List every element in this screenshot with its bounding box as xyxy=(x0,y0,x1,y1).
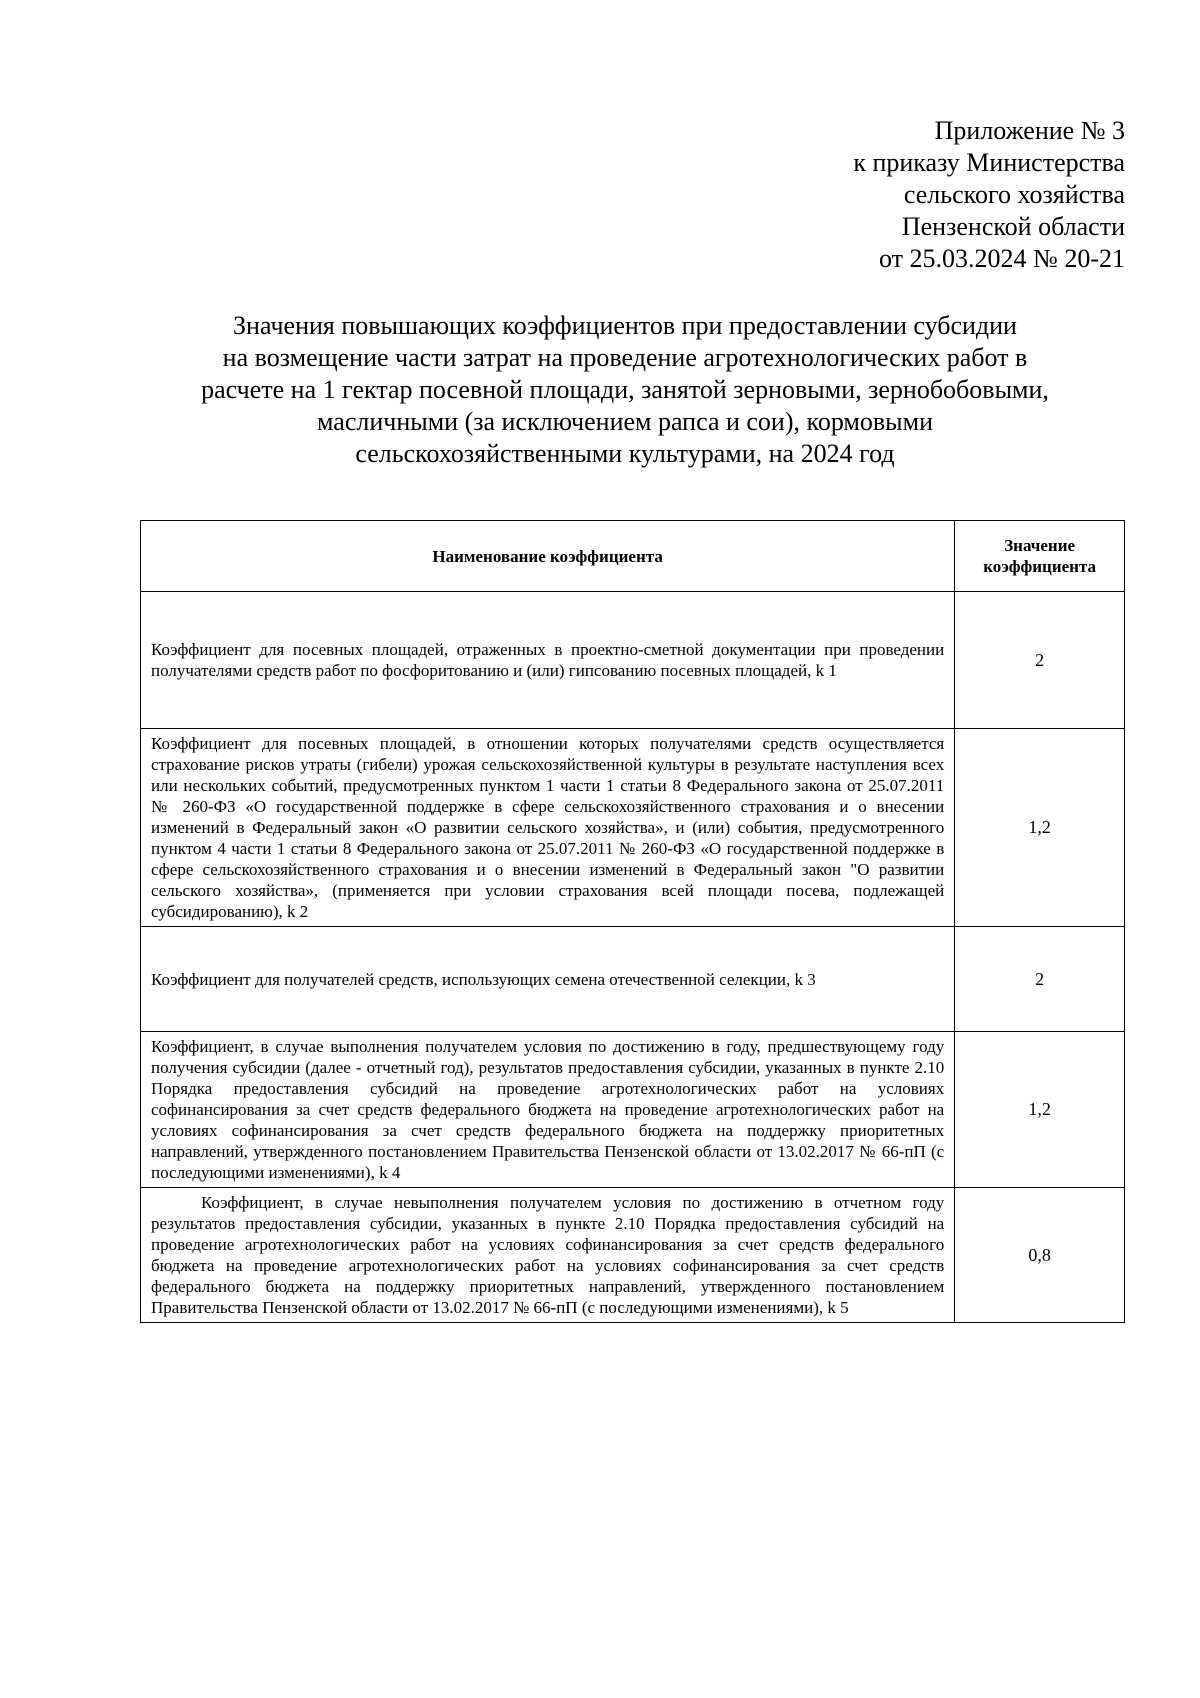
title-line-2: на возмещение части затрат на проведение агротехнологических работ в xyxy=(222,343,1028,372)
appendix-region: Пензенской области xyxy=(901,212,1125,241)
coefficients-table xyxy=(140,520,1125,1323)
table-row xyxy=(141,1188,1125,1323)
table-row xyxy=(141,592,1125,729)
coefficient-value: 0,8 xyxy=(955,1188,1125,1323)
table-row xyxy=(141,729,1125,927)
table-row xyxy=(141,1032,1125,1188)
appendix-ministry: сельского хозяйства xyxy=(903,180,1125,209)
coefficient-value: 1,2 xyxy=(955,729,1125,927)
coefficient-description: Коэффициент, в случае невыполнения получателем условия по достижению в отчетном году результатов предоставления субсидии, указанных в пункте 2.10 Порядка предоставления субсидий на проведение агротехнологических работ на условиях софинансирования за счет средств федерального бюджета на проведение агротехнологических работ на условиях софинансирования за счет средств федерального бюджета на поддержку приоритетных направлений, утвержденного постановлением Правительства Пензенской области от 13.02.2017 № 66-пП (с последующими изменениями), k 5 xyxy=(141,1188,955,1323)
coefficient-description: Коэффициент, в случае выполнения получателем условия по достижению в году, предшествующему году получения субсидии (далее - отчетный год), результатов предоставления субсидии, указанных в пункте 2.10 Порядка предоставления субсидий на проведение агротехнологических работ на условиях софинансирования за счет средств федерального бюджета на проведение агротехнологических работ на условиях софинансирования за счет средств федерального бюджета на поддержку приоритетных направлений, утвержденного постановлением Правительства Пензенской области от 13.02.2017 № 66-пП (с последующими изменениями), k 4 xyxy=(141,1032,955,1188)
document-title xyxy=(150,310,1100,470)
coefficient-description: Коэффициент для посевных площадей, отраженных в проектно-сметной документации при проведении получателями средств работ по фосфоритованию и (или) гипсованию посевных площадей, k 1 xyxy=(141,592,955,729)
coefficient-description: Коэффициент для получателей средств, использующих семена отечественной селекции, k 3 xyxy=(141,927,955,1032)
title-line-4: масличными (за исключением рапса и сои), кормовыми xyxy=(317,407,933,436)
title-line-1: Значения повышающих коэффициентов при предоставлении субсидии xyxy=(233,311,1017,340)
table-header-row xyxy=(141,521,1125,592)
coefficient-description: Коэффициент для посевных площадей, в отношении которых получателями средств осуществляется страхование рисков утраты (гибели) урожая сельскохозяйственной культуры в результате наступления всех или нескольких событий, предусмотренных пунктом 1 части 1 статьи 8 Федерального закона от 25.07.2011 № 260-ФЗ «О государственной поддержке в сфере сельскохозяйственного страхования и о внесении изменений в Федеральный закон «О развитии сельского хозяйства», и (или) события, предусмотренного пунктом 4 части 1 статьи 8 Федерального закона от 25.07.2011 № 260-ФЗ «О государственной поддержке в сфере сельскохозяйственного страхования и о внесении изменений в Федеральный закон "О развитии сельского хозяйства», (применяется при условии страхования всей площади посева, подлежащей субсидированию), k 2 xyxy=(141,729,955,927)
appendix-order-ref: к приказу Министерства xyxy=(853,148,1125,177)
appendix-block xyxy=(565,115,1125,275)
appendix-date: от 25.03.2024 № 20-21 xyxy=(879,244,1125,273)
coefficient-value: 2 xyxy=(955,927,1125,1032)
appendix-number: Приложение № 3 xyxy=(934,116,1125,145)
coefficient-value: 2 xyxy=(955,592,1125,729)
title-line-5: сельскохозяйственными культурами, на 2024 год xyxy=(355,439,895,468)
table-row xyxy=(141,927,1125,1032)
title-line-3: расчете на 1 гектар посевной площади, занятой зерновыми, зернобобовыми, xyxy=(201,375,1049,404)
header-name: Наименование коэффициента xyxy=(141,521,955,592)
header-value: Значение коэффициента xyxy=(955,521,1125,592)
coefficient-value: 1,2 xyxy=(955,1032,1125,1188)
